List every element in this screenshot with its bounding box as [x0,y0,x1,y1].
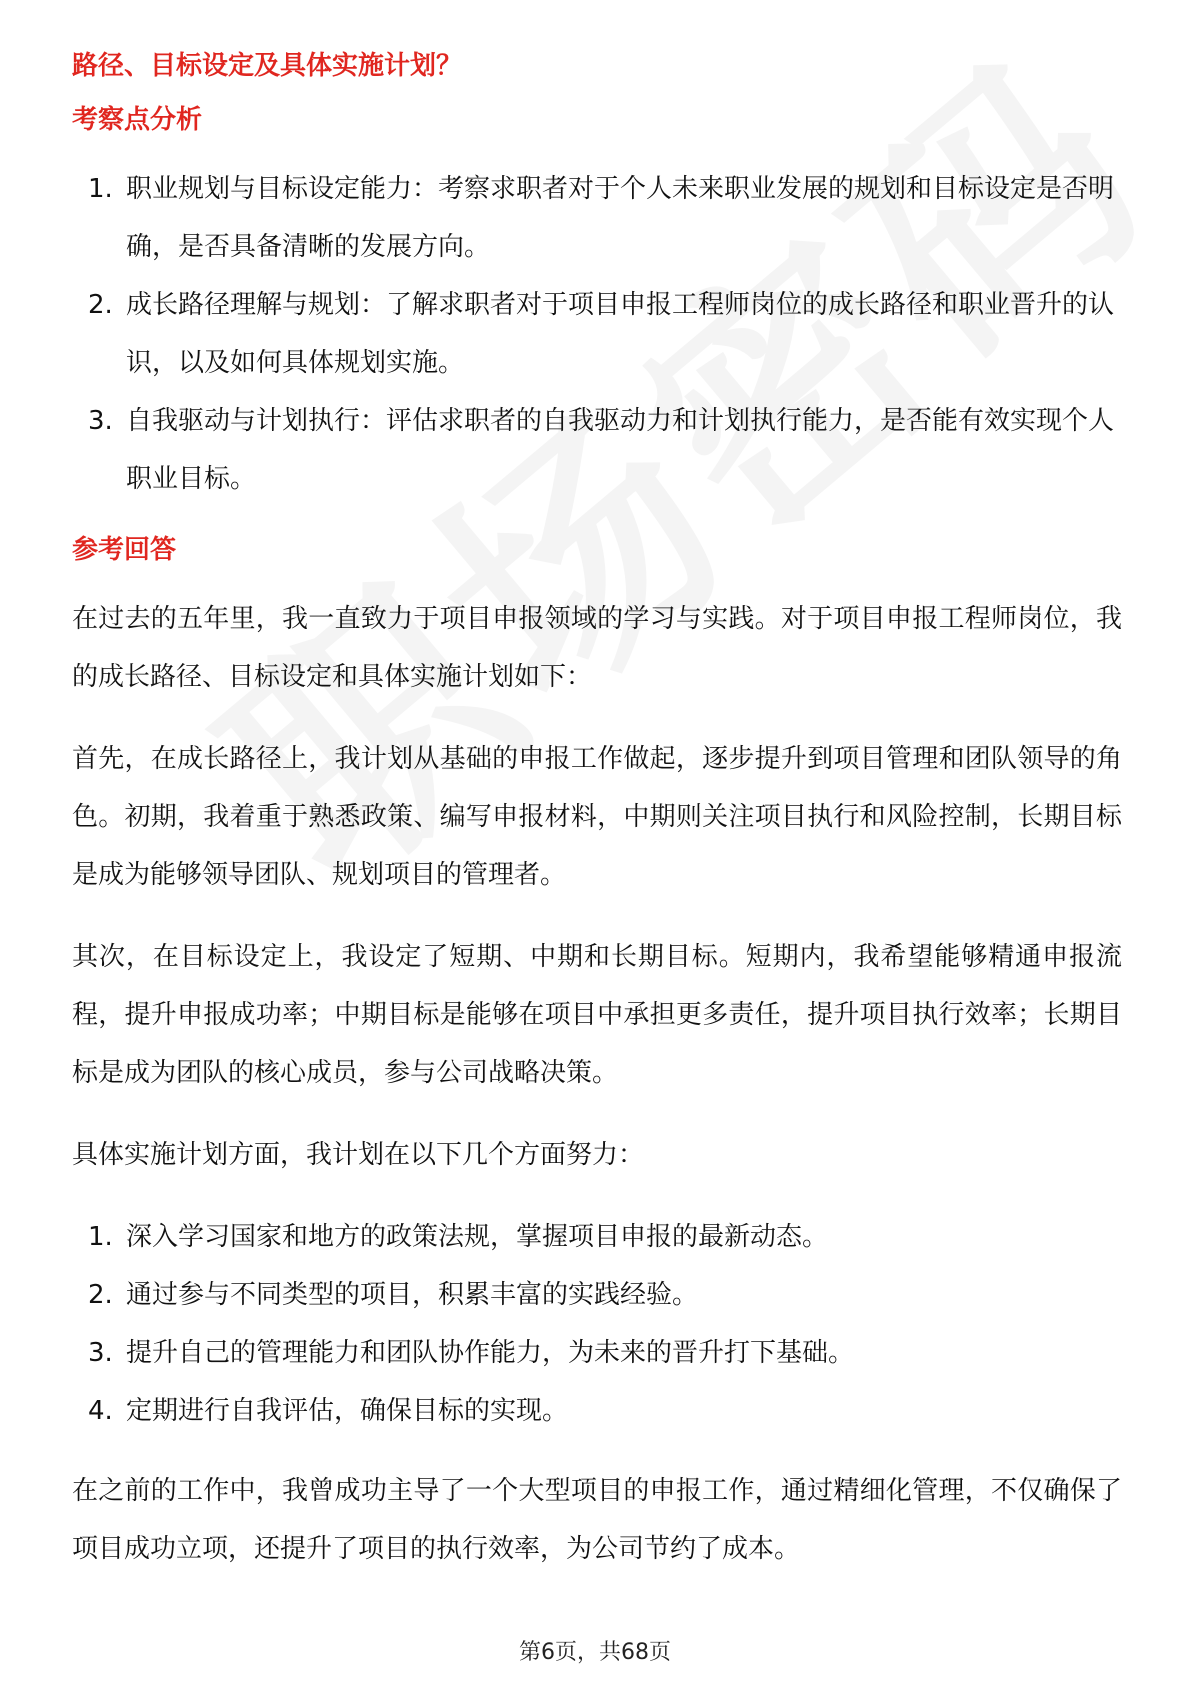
list-item [72,160,1122,276]
list-item [72,1266,1122,1324]
question-title: 路径、目标设定及具体实施计划？ [72,51,463,81]
answer-conclusion: 在之前的工作中，我曾成功主导了一个大型项目的申报工作，通过精细化管理，不仅确保了项目成功立项，还提升了项目的执行效率，为公司节约了成本。 [72,1476,1122,1564]
answer-paragraph: 首先，在成长路径上，我计划从基础的申报工作做起，逐步提升到项目管理和团队领导的角色。初期，我着重于熟悉政策、编写申报材料，中期则关注项目执行和风险控制，长期目标是成为能够领导团队、规划项目的管理者。 [72,744,1122,890]
list-number: 1. [88,1222,113,1252]
answer-paragraph: 其次，在目标设定上，我设定了短期、中期和长期目标。短期内，我希望能够精通申报流程，提升申报成功率；中期目标是能够在项目中承担更多责任，提升项目执行效率；长期目标是成为团队的核心成员，参与公司战略决策。 [72,942,1122,1088]
list-number: 3. [88,1338,113,1368]
list-item-text: 定期进行自我评估，确保目标的实现。 [126,1396,569,1426]
list-number: 1. [88,174,113,204]
list-item-text: 自我驱动与计划执行：评估求职者的自我驱动力和计划执行能力，是否能有效实现个人职业目标。 [126,406,1115,494]
list-item-text: 通过参与不同类型的项目，积累丰富的实践经验。 [126,1280,699,1310]
list-item-text: 职业规划与目标设定能力：考察求职者对于个人未来职业发展的规划和目标设定是否明确，是否具备清晰的发展方向。 [126,174,1115,262]
plan-intro: 具体实施计划方面，我计划在以下几个方面努力： [72,1140,645,1170]
document-body [72,48,1122,1602]
list-item-text: 成长路径理解与规划：了解求职者对于项目申报工程师岗位的成长路径和职业晋升的认识，以及如何具体规划实施。 [126,290,1115,378]
list-number: 3. [88,406,113,436]
analysis-heading: 考察点分析 [72,105,203,135]
answer-intro: 在过去的五年里，我一直致力于项目申报领域的学习与实践。对于项目申报工程师岗位，我的成长路径、目标设定和具体实施计划如下： [72,604,1122,692]
list-item [72,276,1122,392]
list-item [72,1324,1122,1382]
list-item-text: 深入学习国家和地方的政策法规，掌握项目申报的最新动态。 [126,1222,829,1252]
list-item [72,392,1122,508]
list-item [72,1382,1122,1440]
list-number: 2. [88,1280,113,1310]
plan-list [72,1208,1122,1440]
page-footer: 第6页，共68页 [519,1640,671,1665]
list-item [72,1208,1122,1266]
list-number: 2. [88,290,113,320]
analysis-list [72,160,1122,508]
list-item-text: 提升自己的管理能力和团队协作能力，为未来的晋升打下基础。 [126,1338,855,1368]
list-number: 4. [88,1396,113,1426]
answer-heading: 参考回答 [72,535,177,565]
